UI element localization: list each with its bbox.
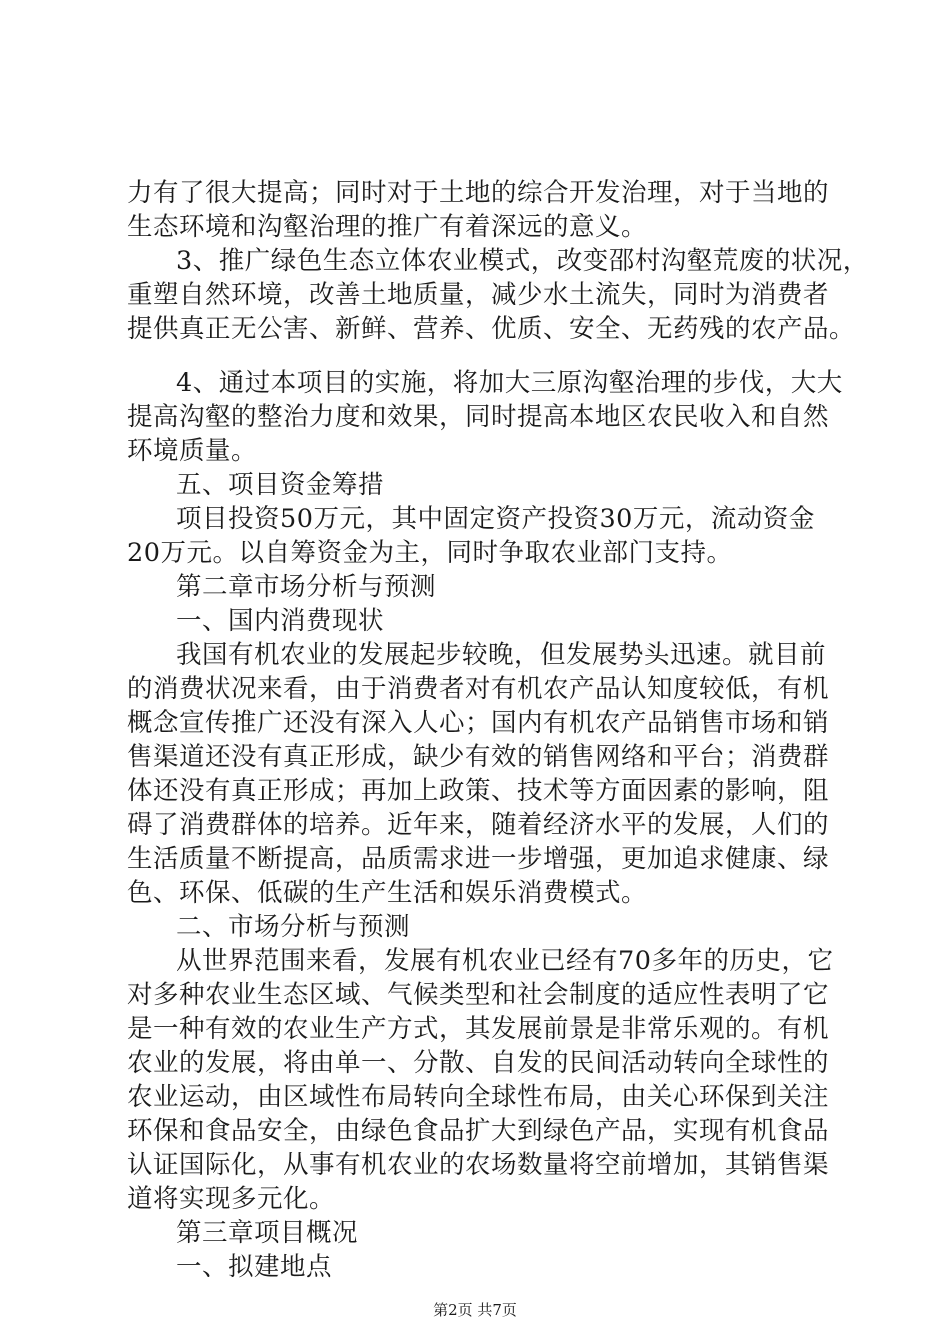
chapter-heading: 第二章市场分析与预测: [176, 572, 437, 602]
body-text-line: 碍了消费群体的培养。近年来，随着经济水平的发展，人们的: [127, 810, 830, 840]
body-text-line: 从世界范围来看，发展有机农业已经有70多年的历史，它: [176, 946, 834, 976]
body-text-line: 农业运动，由区域性布局转向全球性布局，由关心环保到关注: [127, 1082, 830, 1112]
body-text-line: 是一种有效的农业生产方式，其发展前景是非常乐观的。有机: [127, 1014, 830, 1044]
chapter-heading: 第三章项目概况: [176, 1218, 359, 1248]
body-text-line: 概念宣传推广还没有深入人心；国内有机农产品销售市场和销: [127, 708, 830, 738]
body-text-line: 的消费状况来看，由于消费者对有机农产品认知度较低，有机: [127, 674, 830, 704]
body-text-line: 提供真正无公害、新鲜、营养、优质、安全、无药残的农产品。: [127, 314, 856, 344]
body-text-line: 体还没有真正形成；再加上政策、技术等方面因素的影响，阻: [127, 776, 830, 806]
body-text-line: 生活质量不断提高，品质需求进一步增强，更加追求健康、绿: [127, 844, 830, 874]
body-text-line: 道将实现多元化。: [127, 1184, 336, 1214]
body-text-line: 提高沟壑的整治力度和效果，同时提高本地区农民收入和自然: [127, 402, 830, 432]
body-text-line: 20万元。以自筹资金为主，同时争取农业部门支持。: [127, 538, 733, 568]
body-text-line: 对多种农业生态区域、气候类型和社会制度的适应性表明了它: [127, 980, 830, 1010]
body-text-line: 生态环境和沟壑治理的推广有着深远的意义。: [127, 212, 648, 242]
body-text-line: 重塑自然环境，改善土地质量，减少水土流失，同时为消费者: [127, 280, 830, 310]
body-text-line: 环境质量。: [127, 436, 258, 466]
list-item-4: 4、通过本项目的实施，将加大三原沟壑治理的步伐，大大: [176, 368, 843, 398]
list-item-3: 3、推广绿色生态立体农业模式，改变邵村沟壑荒废的状况，: [176, 246, 869, 276]
section-heading: 一、国内消费现状: [176, 606, 385, 636]
body-text-line: 项目投资50万元，其中固定资产投资30万元，流动资金: [176, 504, 815, 534]
body-text-line: 售渠道还没有真正形成，缺少有效的销售网络和平台；消费群: [127, 742, 830, 772]
section-heading: 五、项目资金筹措: [176, 470, 385, 500]
body-text-line: 力有了很大提高；同时对于土地的综合开发治理，对于当地的: [127, 178, 830, 208]
section-heading: 一、拟建地点: [176, 1252, 333, 1282]
body-text-line: 色、环保、低碳的生产生活和娱乐消费模式。: [127, 878, 648, 908]
section-heading: 二、市场分析与预测: [176, 912, 411, 942]
body-text-line: 我国有机农业的发展起步较晚，但发展势头迅速。就目前: [176, 640, 827, 670]
body-text-line: 农业的发展，将由单一、分散、自发的民间活动转向全球性的: [127, 1048, 830, 1078]
page-footer: 第2页 共7页: [433, 1301, 517, 1319]
body-text-line: 环保和食品安全，由绿色食品扩大到绿色产品，实现有机食品: [127, 1116, 830, 1146]
body-text-line: 认证国际化，从事有机农业的农场数量将空前增加，其销售渠: [127, 1150, 830, 1180]
